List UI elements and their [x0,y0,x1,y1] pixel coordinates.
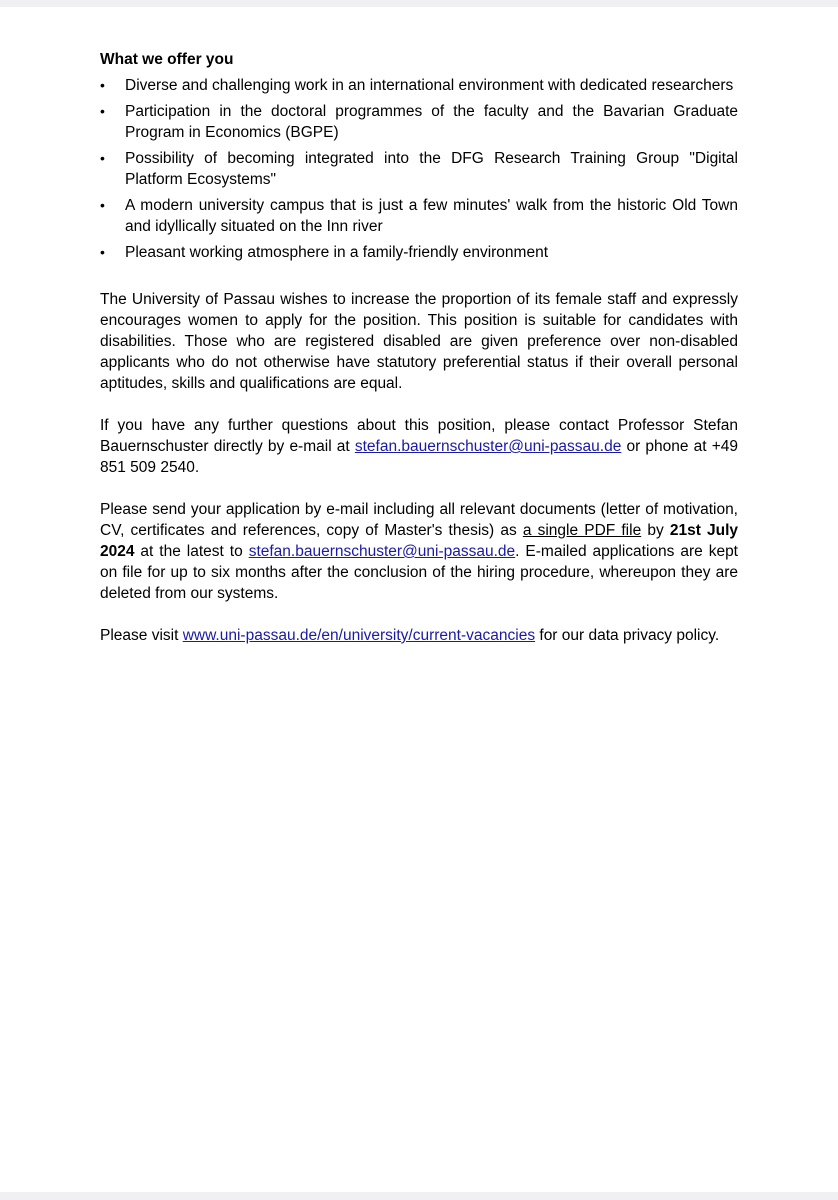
bullet-icon: • [100,77,105,93]
contact-email-link[interactable]: stefan.bauernschuster@uni-passau.de [354,438,622,455]
application-text-3: at the latest to [134,543,249,560]
contact-text-before: If you have any further questions about this position, please contact Professor Stefan Bauernschuster directly by e-mail at [100,417,738,455]
application-text-2: by [641,522,670,539]
contact-paragraph [100,415,738,478]
privacy-paragraph [100,625,738,646]
document-content [100,49,738,646]
application-email-link[interactable]: stefan.bauernschuster@uni-passau.de [248,543,516,560]
application-text-1: Please send your application by e-mail including all relevant documents (letter of motivation, CV, certificates and references, copy of Master's thesis) as [100,501,738,539]
bullet-icon: • [100,103,105,119]
equality-paragraph: The University of Passau wishes to increase the proportion of its female staff and expressly encourages women to apply for the position. This position is suitable for candidates with disabilities. Those who are registered disabled are given preference over non-disabled applicants who do not otherwise have statutory preferential status if their overall personal aptitudes, skills and qualifications are equal. [100,291,738,392]
application-deadline: 21st July 2024 [100,522,738,560]
document-page [0,7,838,1192]
offer-heading: What we offer you [100,51,234,68]
bullet-icon: • [100,150,105,166]
privacy-text-before: Please visit [100,627,183,644]
offer-text: Diverse and challenging work in an international environment with dedicated researchers [125,77,734,94]
offer-text: Participation in the doctoral programmes of the faculty and the Bavarian Graduate Program in Economics (BGPE) [125,103,738,141]
bullet-icon: • [100,244,105,260]
application-paragraph [100,499,738,604]
privacy-text-after: for our data privacy policy. [535,627,720,644]
offer-text: A modern university campus that is just a few minutes' walk from the historic Old Town and idyllically situated on the Inn river [125,197,738,235]
bullet-icon: • [100,197,105,213]
application-text-4: . E-mailed applications are kept on file for up to six months after the conclusion of the hiring procedure, whereupon they are deleted from our systems. [100,543,738,602]
application-format: a single PDF file [522,522,642,539]
contact-text-after: or phone at +49 851 509 2540. [100,438,738,476]
offer-list [100,75,738,263]
list-item [100,242,738,263]
list-item [100,195,738,237]
offer-text: Possibility of becoming integrated into the DFG Research Training Group "Digital Platform Ecosystems" [125,150,738,188]
list-item [100,148,738,190]
privacy-url-link[interactable]: www.uni-passau.de/en/university/current-vacancies [182,627,536,644]
list-item [100,75,738,96]
list-item [100,101,738,143]
offer-text: Pleasant working atmosphere in a family-friendly environment [125,244,549,261]
